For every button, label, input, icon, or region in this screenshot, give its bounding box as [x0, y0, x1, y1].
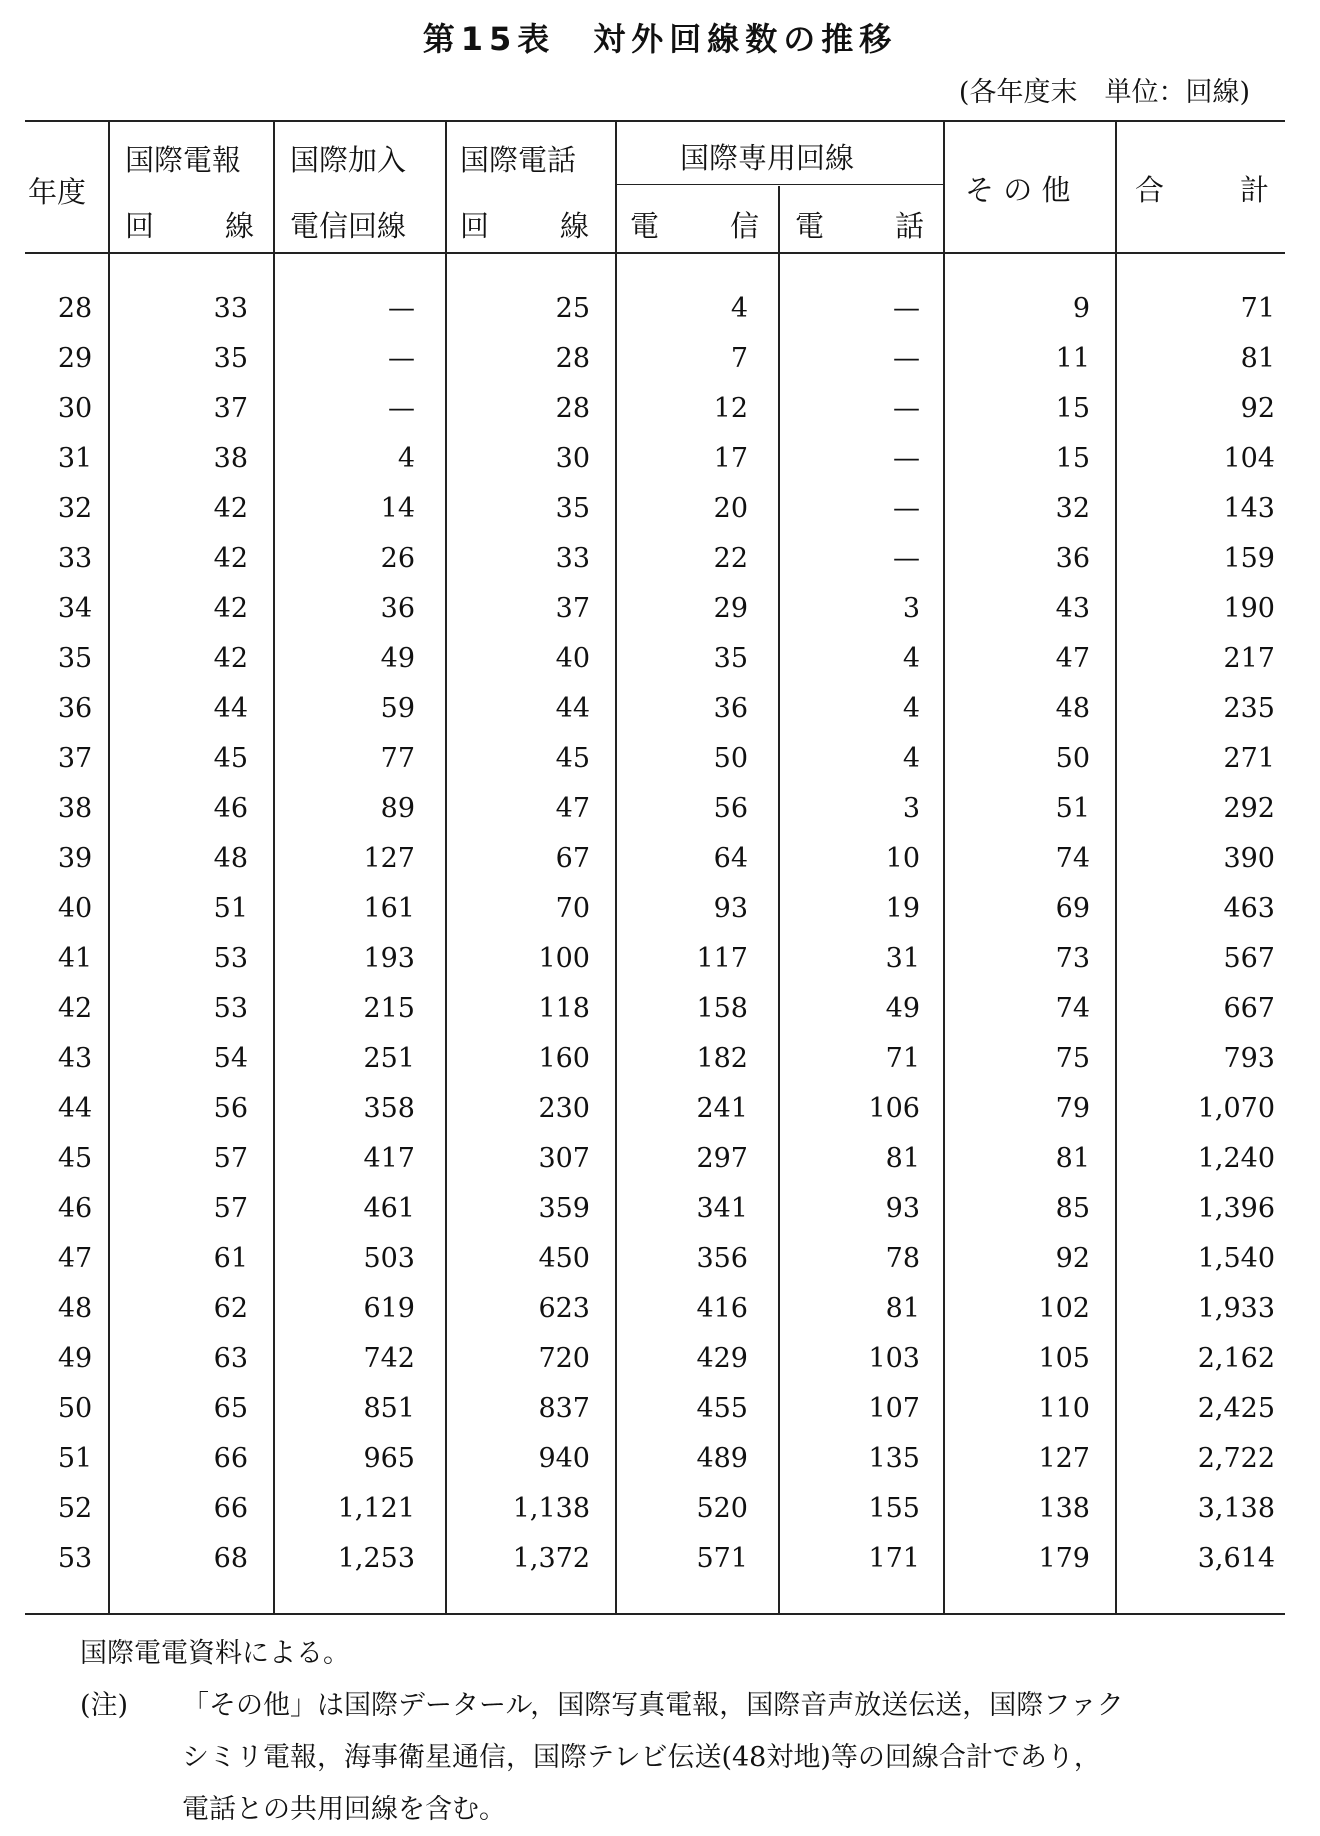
- cell-phone: 30: [555, 443, 590, 474]
- cell-year: 30: [57, 393, 93, 424]
- cell-leased-telegraph: 455: [696, 1393, 748, 1424]
- cell-leased-phone: 10: [885, 843, 920, 874]
- cell-telex: —: [388, 393, 415, 424]
- cell-telegraph: 33: [213, 293, 248, 324]
- cell-phone: 28: [555, 343, 590, 374]
- cell-other: 43: [1055, 593, 1090, 624]
- cell-telex: 14: [380, 493, 415, 524]
- cell-leased-phone: 3: [902, 793, 920, 824]
- cell-year: 47: [57, 1243, 93, 1274]
- cell-year: 52: [57, 1493, 93, 1524]
- cell-leased-phone: 4: [902, 693, 920, 724]
- cell-total: 1,540: [1197, 1243, 1275, 1274]
- cell-telex: 26: [380, 543, 415, 574]
- source-note: 国際電電資料による。: [80, 1638, 350, 1669]
- cell-phone: 450: [538, 1243, 590, 1274]
- cell-phone: 359: [538, 1193, 590, 1224]
- cell-leased-phone: 107: [868, 1393, 920, 1424]
- cell-total: 217: [1223, 643, 1275, 674]
- cell-phone: 47: [555, 793, 590, 824]
- cell-telegraph: 57: [213, 1143, 248, 1174]
- cell-leased-phone: —: [893, 343, 920, 374]
- table-bottom-rule: [25, 1613, 1285, 1615]
- cell-year: 48: [57, 1293, 93, 1324]
- cell-leased-phone: —: [893, 293, 920, 324]
- cell-telex: —: [388, 343, 415, 374]
- cell-total: 3,138: [1197, 1493, 1275, 1524]
- cell-other: 48: [1055, 693, 1090, 724]
- cell-year: 33: [57, 543, 93, 574]
- cell-total: 1,933: [1197, 1293, 1275, 1324]
- cell-leased-phone: 4: [902, 643, 920, 674]
- cell-other: 73: [1055, 943, 1090, 974]
- cell-other: 51: [1055, 793, 1090, 824]
- cell-other: 32: [1055, 493, 1090, 524]
- cell-year: 35: [57, 643, 93, 674]
- cell-other: 47: [1055, 643, 1090, 674]
- cell-phone: 37: [555, 593, 590, 624]
- header-telex: 国際加入: [290, 143, 407, 177]
- cell-leased-telegraph: 64: [713, 843, 748, 874]
- header-leased-telegraph-a: 電: [630, 209, 660, 243]
- cell-phone: 100: [538, 943, 590, 974]
- cell-leased-telegraph: 520: [696, 1493, 748, 1524]
- cell-leased-telegraph: 36: [713, 693, 748, 724]
- cell-phone: 35: [555, 493, 590, 524]
- cell-telex: 127: [363, 843, 415, 874]
- cell-total: 81: [1240, 343, 1275, 374]
- cell-telex: 965: [363, 1443, 415, 1474]
- cell-telegraph: 57: [213, 1193, 248, 1224]
- cell-year: 38: [57, 793, 93, 824]
- cell-telegraph: 51: [213, 893, 248, 924]
- cell-leased-phone: 103: [868, 1343, 920, 1374]
- cell-phone: 160: [538, 1043, 590, 1074]
- cell-phone: 25: [555, 293, 590, 324]
- cell-phone: 307: [538, 1143, 590, 1174]
- cell-telex: 503: [363, 1243, 415, 1274]
- header-phone: 国際電話: [460, 143, 577, 177]
- cell-year: 53: [57, 1543, 93, 1574]
- cell-telegraph: 68: [213, 1543, 248, 1574]
- cell-leased-telegraph: 297: [696, 1143, 748, 1174]
- header-total-a: 合: [1135, 173, 1165, 207]
- cell-leased-telegraph: 571: [696, 1543, 748, 1574]
- cell-telex: 36: [380, 593, 415, 624]
- cell-telex: —: [388, 293, 415, 324]
- cell-total: 463: [1223, 893, 1275, 924]
- cell-telex: 161: [363, 893, 415, 924]
- cell-total: 292: [1223, 793, 1275, 824]
- cell-telegraph: 54: [213, 1043, 248, 1074]
- cell-telegraph: 48: [213, 843, 248, 874]
- cell-leased-telegraph: 117: [696, 943, 748, 974]
- cell-leased-telegraph: 7: [730, 343, 748, 374]
- cell-telex: 619: [363, 1293, 415, 1324]
- cell-telegraph: 56: [213, 1093, 248, 1124]
- cell-year: 43: [57, 1043, 93, 1074]
- cell-telegraph: 42: [213, 493, 248, 524]
- cell-phone: 940: [538, 1443, 590, 1474]
- cell-total: 1,240: [1197, 1143, 1275, 1174]
- col-divider: [943, 120, 945, 1613]
- cell-telex: 851: [363, 1393, 415, 1424]
- cell-telegraph: 53: [213, 943, 248, 974]
- col-divider: [1115, 120, 1117, 1613]
- cell-leased-phone: —: [893, 543, 920, 574]
- cell-phone: 44: [555, 693, 590, 724]
- cell-leased-phone: 31: [885, 943, 920, 974]
- cell-year: 31: [57, 443, 93, 474]
- cell-other: 92: [1055, 1243, 1090, 1274]
- cell-other: 102: [1038, 1293, 1090, 1324]
- cell-phone: 70: [555, 893, 590, 924]
- cell-leased-phone: 19: [885, 893, 920, 924]
- header-telegraph-sub-a: 回: [125, 209, 155, 243]
- cell-year: 34: [57, 593, 93, 624]
- cell-total: 1,070: [1197, 1093, 1275, 1124]
- cell-telegraph: 45: [213, 743, 248, 774]
- cell-leased-telegraph: 356: [696, 1243, 748, 1274]
- cell-phone: 230: [538, 1093, 590, 1124]
- cell-telegraph: 35: [213, 343, 248, 374]
- cell-other: 36: [1055, 543, 1090, 574]
- cell-other: 110: [1038, 1393, 1090, 1424]
- cell-phone: 67: [555, 843, 590, 874]
- cell-phone: 623: [538, 1293, 590, 1324]
- cell-leased-telegraph: 56: [713, 793, 748, 824]
- cell-other: 81: [1055, 1143, 1090, 1174]
- note-label: (注): [80, 1690, 129, 1721]
- cell-telex: 215: [363, 993, 415, 1024]
- header-leased: 国際専用回線: [680, 141, 855, 175]
- cell-leased-telegraph: 20: [713, 493, 748, 524]
- header-leased-phone-a: 電: [795, 209, 825, 243]
- cell-leased-phone: 4: [902, 743, 920, 774]
- header-year: 年度: [28, 175, 87, 209]
- header-other: そ の 他: [965, 173, 1071, 207]
- header-phone-sub-b: 線: [560, 209, 590, 243]
- cell-year: 41: [57, 943, 93, 974]
- cell-phone: 45: [555, 743, 590, 774]
- header-total-b: 計: [1240, 173, 1270, 207]
- cell-other: 69: [1055, 893, 1090, 924]
- cell-phone: 720: [538, 1343, 590, 1374]
- cell-telex: 77: [380, 743, 415, 774]
- cell-telegraph: 42: [213, 593, 248, 624]
- cell-leased-telegraph: 241: [696, 1093, 748, 1124]
- cell-leased-telegraph: 22: [713, 543, 748, 574]
- note-text: 「その他」は国際データール，国際写真電報，国際音声放送伝送，国際ファク: [182, 1690, 1124, 1721]
- cell-total: 143: [1223, 493, 1275, 524]
- header-telegraph-sub-b: 線: [225, 209, 255, 243]
- cell-year: 49: [57, 1343, 93, 1374]
- cell-telegraph: 62: [213, 1293, 248, 1324]
- header-phone-sub-a: 回: [460, 209, 490, 243]
- cell-leased-telegraph: 93: [713, 893, 748, 924]
- cell-telex: 1,253: [337, 1543, 415, 1574]
- cell-year: 29: [57, 343, 93, 374]
- cell-telex: 742: [363, 1343, 415, 1374]
- header-telex-sub: 電信回線: [290, 209, 407, 243]
- cell-year: 40: [57, 893, 93, 924]
- cell-telex: 4: [397, 443, 415, 474]
- cell-phone: 28: [555, 393, 590, 424]
- cell-leased-telegraph: 50: [713, 743, 748, 774]
- cell-telegraph: 42: [213, 543, 248, 574]
- cell-telex: 417: [363, 1143, 415, 1174]
- note-text: シミリ電報，海事衛星通信，国際テレビ伝送(48対地)等の回線合計であり，: [182, 1742, 1101, 1773]
- cell-telegraph: 42: [213, 643, 248, 674]
- cell-phone: 1,372: [512, 1543, 590, 1574]
- cell-telegraph: 66: [213, 1443, 248, 1474]
- cell-leased-phone: —: [893, 443, 920, 474]
- cell-leased-telegraph: 12: [713, 393, 748, 424]
- cell-telegraph: 46: [213, 793, 248, 824]
- cell-leased-phone: 155: [868, 1493, 920, 1524]
- header-leased-phone-b: 話: [895, 209, 925, 243]
- cell-leased-phone: 81: [885, 1143, 920, 1174]
- cell-telex: 461: [363, 1193, 415, 1224]
- cell-year: 50: [57, 1393, 93, 1424]
- cell-other: 50: [1055, 743, 1090, 774]
- cell-other: 15: [1055, 443, 1090, 474]
- cell-other: 74: [1055, 993, 1090, 1024]
- cell-leased-phone: 93: [885, 1193, 920, 1224]
- cell-total: 190: [1223, 593, 1275, 624]
- cell-total: 159: [1223, 543, 1275, 574]
- cell-telegraph: 37: [213, 393, 248, 424]
- cell-leased-phone: 78: [885, 1243, 920, 1274]
- table-title: 第15表 対外回線数の推移: [422, 20, 898, 58]
- cell-other: 85: [1055, 1193, 1090, 1224]
- cell-year: 37: [57, 743, 93, 774]
- cell-total: 793: [1223, 1043, 1275, 1074]
- cell-year: 46: [57, 1193, 93, 1224]
- cell-telegraph: 53: [213, 993, 248, 1024]
- cell-year: 42: [57, 993, 93, 1024]
- cell-total: 92: [1240, 393, 1275, 424]
- cell-total: 2,162: [1197, 1343, 1275, 1374]
- cell-total: 71: [1240, 293, 1275, 324]
- cell-total: 390: [1223, 843, 1275, 874]
- cell-year: 45: [57, 1143, 93, 1174]
- cell-other: 127: [1038, 1443, 1090, 1474]
- cell-telex: 251: [363, 1043, 415, 1074]
- cell-leased-telegraph: 182: [696, 1043, 748, 1074]
- cell-total: 235: [1223, 693, 1275, 724]
- leased-header-rule: [615, 184, 943, 185]
- cell-other: 11: [1055, 343, 1090, 374]
- cell-total: 1,396: [1197, 1193, 1275, 1224]
- cell-leased-phone: —: [893, 393, 920, 424]
- cell-leased-telegraph: 29: [713, 593, 748, 624]
- cell-leased-telegraph: 17: [713, 443, 748, 474]
- cell-other: 74: [1055, 843, 1090, 874]
- cell-other: 9: [1072, 293, 1090, 324]
- cell-telex: 193: [363, 943, 415, 974]
- cell-leased-telegraph: 35: [713, 643, 748, 674]
- cell-telex: 358: [363, 1093, 415, 1124]
- cell-other: 179: [1038, 1543, 1090, 1574]
- header-bottom-rule: [25, 252, 1285, 254]
- cell-total: 2,722: [1197, 1443, 1275, 1474]
- cell-leased-telegraph: 341: [696, 1193, 748, 1224]
- cell-telegraph: 66: [213, 1493, 248, 1524]
- cell-total: 3,614: [1197, 1543, 1275, 1574]
- cell-year: 44: [57, 1093, 93, 1124]
- note-text: 電話との共用回線を含む。: [182, 1794, 506, 1825]
- cell-total: 667: [1223, 993, 1275, 1024]
- cell-phone: 118: [538, 993, 590, 1024]
- cell-telex: 89: [380, 793, 415, 824]
- cell-phone: 1,138: [512, 1493, 590, 1524]
- cell-phone: 33: [555, 543, 590, 574]
- cell-phone: 40: [555, 643, 590, 674]
- cell-total: 567: [1223, 943, 1275, 974]
- cell-leased-phone: 49: [885, 993, 920, 1024]
- cell-leased-phone: 81: [885, 1293, 920, 1324]
- cell-telex: 1,121: [337, 1493, 415, 1524]
- header-telegraph: 国際電報: [125, 143, 242, 177]
- cell-telex: 59: [380, 693, 415, 724]
- cell-leased-telegraph: 416: [696, 1293, 748, 1324]
- cell-total: 104: [1223, 443, 1275, 474]
- cell-year: 32: [57, 493, 93, 524]
- cell-leased-telegraph: 489: [696, 1443, 748, 1474]
- cell-year: 51: [57, 1443, 93, 1474]
- cell-telegraph: 38: [213, 443, 248, 474]
- cell-telex: 49: [380, 643, 415, 674]
- cell-phone: 837: [538, 1393, 590, 1424]
- cell-leased-telegraph: 429: [696, 1343, 748, 1374]
- cell-leased-phone: 3: [902, 593, 920, 624]
- cell-telegraph: 63: [213, 1343, 248, 1374]
- cell-total: 2,425: [1197, 1393, 1275, 1424]
- cell-year: 39: [57, 843, 93, 874]
- table-top-rule: [25, 120, 1285, 122]
- cell-total: 271: [1223, 743, 1275, 774]
- cell-year: 28: [57, 293, 93, 324]
- cell-telegraph: 65: [213, 1393, 248, 1424]
- cell-other: 15: [1055, 393, 1090, 424]
- unit-note: (各年度末 単位：回線): [958, 77, 1250, 108]
- cell-other: 75: [1055, 1043, 1090, 1074]
- cell-leased-telegraph: 158: [696, 993, 748, 1024]
- cell-leased-phone: 171: [868, 1543, 920, 1574]
- col-divider: [445, 120, 447, 1613]
- cell-telegraph: 44: [213, 693, 248, 724]
- cell-leased-phone: 135: [868, 1443, 920, 1474]
- cell-leased-phone: —: [893, 493, 920, 524]
- cell-leased-phone: 71: [885, 1043, 920, 1074]
- header-leased-telegraph-b: 信: [730, 209, 760, 243]
- cell-other: 138: [1038, 1493, 1090, 1524]
- cell-other: 105: [1038, 1343, 1090, 1374]
- cell-year: 36: [57, 693, 93, 724]
- cell-other: 79: [1055, 1093, 1090, 1124]
- cell-leased-telegraph: 4: [730, 293, 748, 324]
- cell-telegraph: 61: [213, 1243, 248, 1274]
- cell-leased-phone: 106: [868, 1093, 920, 1124]
